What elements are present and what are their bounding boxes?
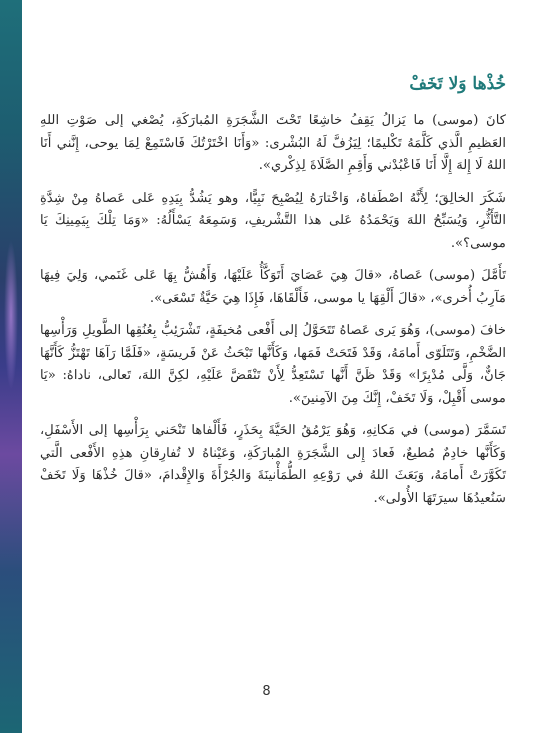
page-content [40,70,506,520]
page-title: خُذْها وَلا تَخَفْ [409,74,506,94]
paragraph-4: خافَ (موسى)، وَهُوَ يَرى عَصاهُ تَتَحَوَّلُ إلى أَفْعى مُخيفَةٍ، تَشْرَئِبُّ بِعُنُقِها الطَّويلِ وَرَأْسِها الضَّخْمِ، وَتَتَلَوّى أَمامَهُ، وَقَدْ فَتَحَتْ فَمَها، وَكَأَنَّها تَبْحَثُ عَنْ فَريسَةٍ، «فَلَمَّا رَآهَا تَهْتَزُّ كَأَنَّهَا جَانٌّ، وَلَّى مُدْبِرًا» وَقَدْ ظَنَّ أَنَّها تَسْتَعِدُّ لِأَنْ تَنْقَضَّ عَلَيْهِ، لكِنَّ اللهَ، تَعالى، ناداهُ: «يَا موسى أَقْبِلْ، وَلَا تَخَفْ، إِنَّكَ مِنَ الآمِنينَ». [40,323,506,406]
page-number: 8 [262,684,271,699]
paragraph-2: شَكَرَ الخالِقَ؛ لِأَنَّهُ اصْطَفاهُ، وَاخْتارَهُ لِيُصْبِحَ نَبِيًّا، وهو يَشُدُّ بِيَدِهِ عَلى عَصاهُ مِنْ شِدَّةِ التَّأَثُّرِ، وَيُسَبِّحُ اللهَ وَيَحْمَدُهُ عَلى هذا التَّشْريفِ، وَسَمِعَهُ يَسْأَلُهُ: «وَمَا تِلْكَ بِيَمِينِكَ يَا موسى؟». [40,190,506,251]
paragraph-3: تَأَمَّلَ (موسى) عَصاهُ، «قالَ هِيَ عَصَايَ أَتَوَكَّأُ عَلَيْهَا، وَأَهُشُّ بِهَا عَلى غَنَمي، وَلِيَ فِيهَا مَآرِبُ أُخرى»، «قالَ أَلْقِهَا يا موسى، فَأَلْقَاهَا، فَإِذَا هِيَ حَيَّةٌ تَسْعَى». [40,268,506,306]
paragraph-1: كانَ (موسى) ما يَزالُ يَقِفُ خاشِعًا تَحْتَ الشَّجَرَةِ المُبارَكَةِ، يُصْغي إلى صَوْتِ اللهِ العَظيمِ الَّذي كَلَّمَهُ تَكْليمًا؛ لِيَزُفَّ لَهُ البُشْرى: «وَأَنَا اخْتَرْتُكَ فَاسْتَمِعْ لِمَا يوحى، إِنَّني أَنَا اللهُ لَا إِلهَ إِلَّا أَنَا فَاعْبُدْني وَأَقِمِ الصَّلَاةَ لِذِكْري». [40,113,506,173]
paragraph-5: تَسَمَّرَ (موسى) في مَكانِهِ، وَهُوَ يَرْمُقُ الحَيَّةَ بِحَذَرٍ، فَأَلْفاها تَنْحَني بِرَأْسِها إلى الأَسْفَلِ، وَكَأَنَّها خادِمٌ مُطيعٌ، فَعادَ إِلى الشَّجَرَةِ المُبارَكَةِ، وَعَيْناهُ لا تُفارِقانِ هذِهِ الأَفْعى الَّتي تَكَوَّرَتْ أَمامَهُ، وَبَعَثَ اللهُ في رَوْعِهِ الطُّمَأْنينَةَ وَالجُرْأَةَ وَالإِقْدامَ، «قالَ خُذْهَا وَلَا تَخَفْ سَنُعيدُهَا سيرَتَهَا الأُولى». [40,423,506,506]
decorative-side-band [0,0,22,733]
